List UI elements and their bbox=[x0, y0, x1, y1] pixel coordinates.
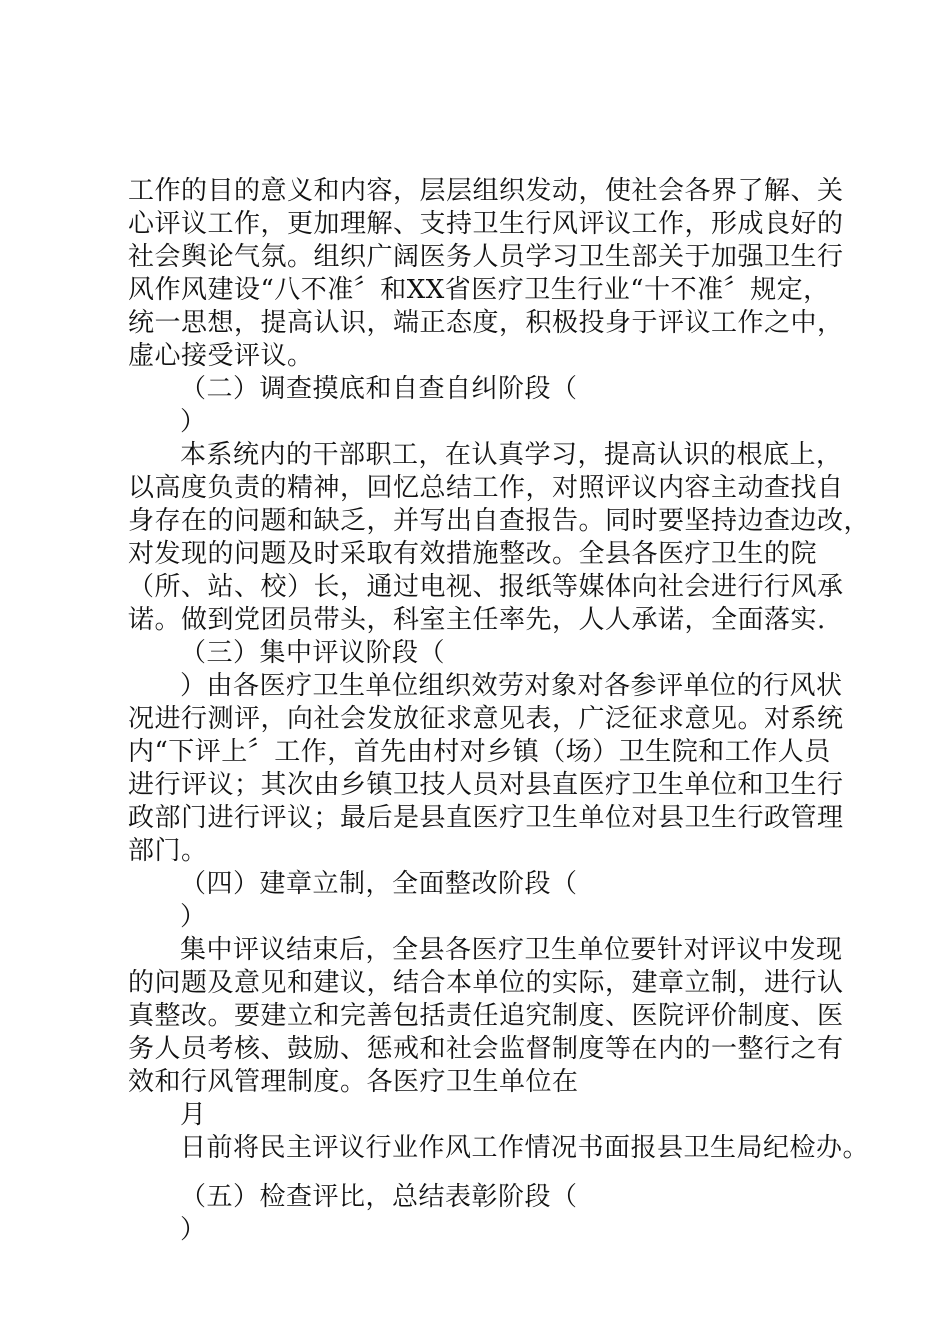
paragraph-line: 日前将民主评议行业作风工作情况书面报县卫生局纪检办。 bbox=[180, 1133, 870, 1163]
paragraph-line: 部门。 bbox=[128, 836, 208, 866]
paragraph-line: 月 bbox=[180, 1100, 207, 1130]
paragraph-line: 内“下评上〞工作，首先由村对乡镇（场）卫生院和工作人员 bbox=[128, 737, 831, 767]
paragraph-line: 对发现的问题及时采取有效措施整改。全县各医疗卫生的院 bbox=[128, 539, 818, 569]
paragraph-line: 政部门进行评议；最后是县直医疗卫生单位对县卫生行政管理 bbox=[128, 803, 844, 833]
paragraph-line: 风作风建设“八不准〞和XX省医疗卫生行业“十不准〞规定， bbox=[128, 275, 830, 305]
section-heading: （五）检查评比，总结表彰阶段（ bbox=[180, 1182, 578, 1212]
paragraph-line: 虚心接受评议。 bbox=[128, 341, 314, 371]
paragraph-line: 统一思想，提高认识，端正态度，积极投身于评议工作之中， bbox=[128, 308, 844, 338]
paragraph-line: 身存在的问题和缺乏，并写出自查报告。同时要坚持边查边改， bbox=[128, 506, 871, 536]
paragraph-line: 社会舆论气氛。组织广阔医务人员学习卫生部关于加强卫生行 bbox=[128, 242, 844, 272]
paragraph-line: 进行评议；其次由乡镇卫技人员对县直医疗卫生单位和卫生行 bbox=[128, 770, 844, 800]
section-heading: （二）调查摸底和自查自纠阶段（ bbox=[180, 374, 578, 404]
paragraph-line: 诺。做到党团员带头，科室主任率先，人人承诺，全面落实. bbox=[128, 605, 826, 635]
paragraph-line: 务人员考核、鼓励、惩戒和社会监督制度等在内的一整行之有 bbox=[128, 1034, 844, 1064]
paragraph-line: ）由各医疗卫生单位组织效劳对象对各参评单位的行风状 bbox=[180, 671, 843, 701]
paragraph-line: （所、站、校）长，通过电视、报纸等媒体向社会进行行风承 bbox=[128, 572, 844, 602]
paragraph-line: 效和行风管理制度。各医疗卫生单位在 bbox=[128, 1067, 579, 1097]
section-heading: （三）集中评议阶段（ bbox=[180, 638, 446, 668]
paragraph-line: 心评议工作，更加理解、支持卫生行风评议工作，形成良好的 bbox=[128, 209, 844, 239]
paragraph-line: ） bbox=[180, 902, 207, 932]
paragraph-line: 本系统内的干部职工，在认真学习，提高认识的根底上， bbox=[180, 440, 843, 470]
paragraph-line: 集中评议结束后，全县各医疗卫生单位要针对评议中发现 bbox=[180, 935, 843, 965]
section-heading: （四）建章立制，全面整改阶段（ bbox=[180, 869, 578, 899]
paragraph-line: ） bbox=[180, 407, 207, 437]
paragraph-line: 工作的目的意义和内容，层层组织发动，使社会各界了解、关 bbox=[128, 176, 844, 206]
paragraph-line: 的问题及意见和建议，结合本单位的实际，建章立制，进行认 bbox=[128, 968, 844, 998]
paragraph-line: 以高度负责的精神，回忆总结工作，对照评议内容主动查找自 bbox=[128, 473, 844, 503]
paragraph-line: 真整改。要建立和完善包括责任追究制度、医院评价制度、医 bbox=[128, 1001, 844, 1031]
paragraph-line: 况进行测评，向社会发放征求意见表，广泛征求意见。对系统 bbox=[128, 704, 844, 734]
paragraph-line: ） bbox=[180, 1215, 207, 1245]
